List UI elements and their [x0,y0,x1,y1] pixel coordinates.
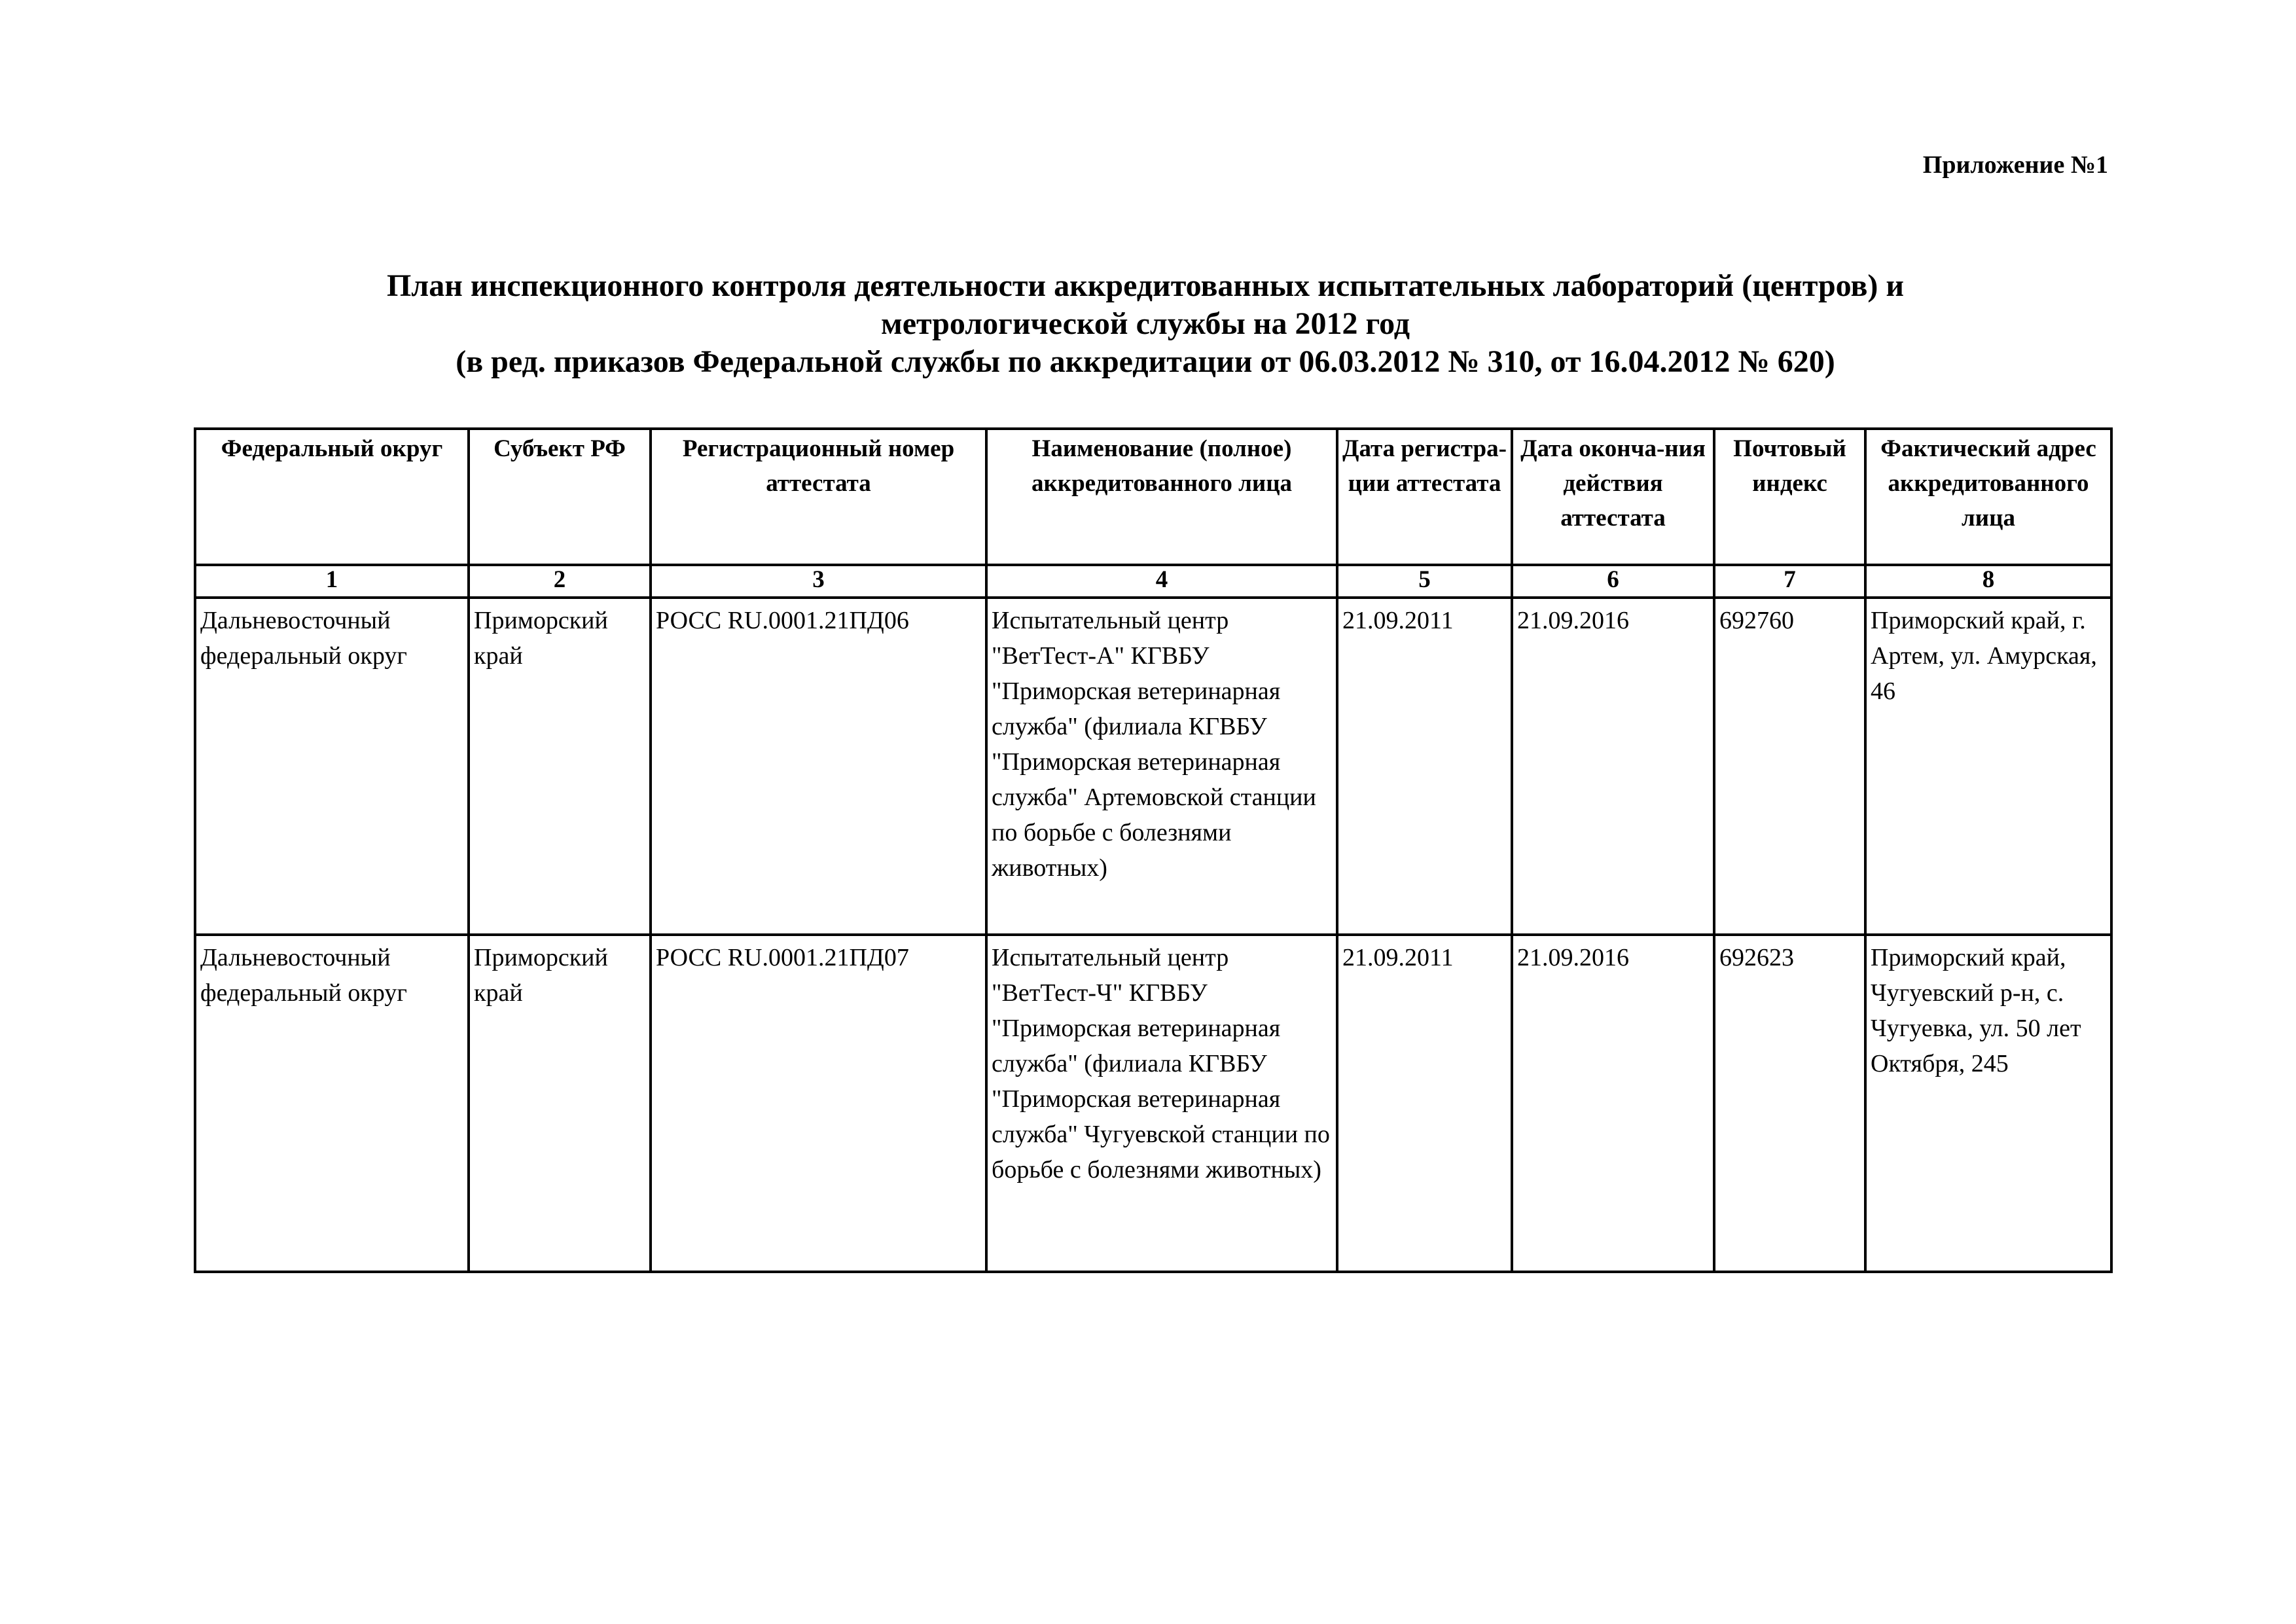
cell-actual-address: Приморский край, Чугуевский р-н, с. Чугуевка, ул. 50 лет Октября, 245 [1865,935,2111,1272]
inspection-plan-table [194,427,2113,1273]
cell-federal-district: Дальневосточный федеральный округ [195,935,469,1272]
document-title [196,267,2094,381]
column-number: 5 [1337,565,1512,598]
column-number: 4 [986,565,1337,598]
header-registration-number: Регистрационный номер аттестата [651,429,986,565]
cell-organization-name: Испытательный центр "ВетТест-Ч" КГВБУ "Приморская ветеринарная служба" (филиала КГВБУ "Приморская ветеринарная служба" Чугуевской станции по борьбе с болезнями животных) [986,935,1337,1272]
title-line-2: метрологической службы на 2012 год [881,306,1410,341]
column-number: 8 [1865,565,2111,598]
appendix-label: Приложение №1 [1922,151,2108,179]
table-row [195,598,2111,935]
column-number: 2 [469,565,651,598]
cell-postal-code: 692623 [1714,935,1865,1272]
header-actual-address: Фактический адрес аккредитованного лица [1865,429,2111,565]
header-organization-name: Наименование (полное) аккредитованного лица [986,429,1337,565]
cell-actual-address: Приморский край, г. Артем, ул. Амурская, 46 [1865,598,2111,935]
header-registration-date: Дата регистра-ции аттестата [1337,429,1512,565]
cell-registration-date: 21.09.2011 [1337,598,1512,935]
column-number: 3 [651,565,986,598]
cell-registration-number: РОСС RU.0001.21ПД07 [651,935,986,1272]
cell-expiry-date: 21.09.2016 [1512,935,1714,1272]
cell-subject: Приморский край [469,935,651,1272]
table-header-row [195,429,2111,565]
header-subject: Субъект РФ [469,429,651,565]
cell-federal-district: Дальневосточный федеральный округ [195,598,469,935]
header-expiry-date: Дата оконча-ния действия аттестата [1512,429,1714,565]
header-postal-code: Почтовый индекс [1714,429,1865,565]
column-number: 7 [1714,565,1865,598]
cell-organization-name: Испытательный центр "ВетТест-А" КГВБУ "Приморская ветеринарная служба" (филиала КГВБУ "Приморская ветеринарная служба" Артемовской станции по борьбе с болезнями животных) [986,598,1337,935]
cell-registration-date: 21.09.2011 [1337,935,1512,1272]
title-line-1: План инспекционного контроля деятельности аккредитованных испытательных лабораторий (центров) и [386,268,1905,303]
title-line-3: (в ред. приказов Федеральной службы по аккредитации от 06.03.2012 № 310, от 16.04.2012 № 620) [456,344,1835,379]
column-number: 1 [195,565,469,598]
cell-registration-number: РОСС RU.0001.21ПД06 [651,598,986,935]
column-number-row [195,565,2111,598]
cell-expiry-date: 21.09.2016 [1512,598,1714,935]
header-federal-district: Федеральный округ [195,429,469,565]
column-number: 6 [1512,565,1714,598]
cell-subject: Приморский край [469,598,651,935]
cell-postal-code: 692760 [1714,598,1865,935]
table-row [195,935,2111,1272]
